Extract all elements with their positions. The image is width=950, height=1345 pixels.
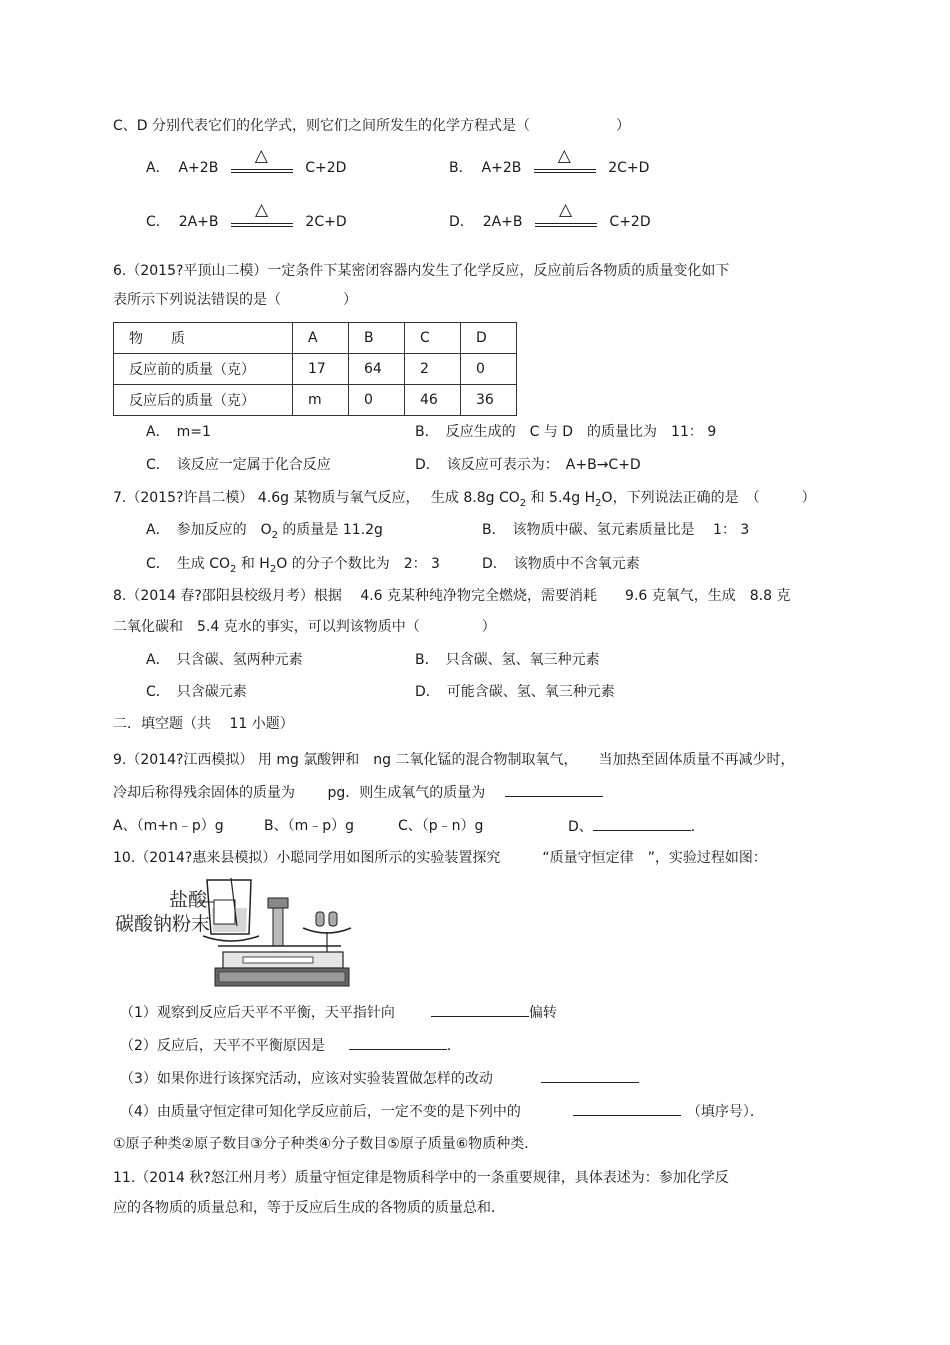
fig-label-na2co3: 碳酸钠粉末 [115,913,211,935]
q9-option-b: B、（m﹣p）g [264,818,355,834]
q9-option-d: D、 ． [568,816,705,837]
table-cell: m [293,385,349,416]
answer-blank[interactable] [573,1101,681,1116]
table-cell: D [461,323,517,354]
reaction-arrow-heat: △ [231,212,293,232]
q6-option-d: D． 该反应可表示为： A+B→C+D [415,457,641,473]
table-cell: 46 [405,385,461,416]
q10-options-list: ①原子种类②原子数目③分子种类④分子数目⑤原子质量⑥物质种类． [113,1136,539,1152]
answer-blank[interactable] [349,1035,447,1050]
q5-option-b: B． A+2B △ 2C+D [449,146,650,176]
q5-option-a: A． A+2B △ C+2D [146,146,347,176]
q5-stem: C、D 分别代表它们的化学式，则它们之间所发生的化学方程式是（ ） [113,118,631,134]
q9-stem-line2: 冷却后称得残余固体的质量为 pg．则生成氧气的质量为 [113,782,603,803]
q6-option-c: C． 该反应一定属于化合反应 [146,457,331,473]
section-heading: 二．填空题（共 11 小题） [113,716,294,732]
q6-stem-line1: 6.（2015?平顶山二模）一定条件下某密闭容器内发生了化学反应，反应前后各物质的质量变化如下 [113,263,730,279]
q10-sub3: （3）如果你进行该探究活动，应该对实验装置做怎样的改动 [120,1068,639,1089]
q8-stem-line1: 8.（2014 春?邵阳县校级月考）根据 4.6 克某种纯净物完全燃烧，需要消耗 9.6 克氧气，生成 8.8 克 [113,588,791,604]
q5-option-c: C． 2A+B △ 2C+D [146,200,347,230]
q10-stem: 10.（2014?惠来县模拟）小聪同学用如图所示的实验装置探究 “质量守恒定律 ”，实验过程如图： [113,850,767,866]
table-row [114,385,517,416]
q9-option-c: C、（p﹣n）g [398,818,484,834]
q11-line2: 应的各物质的质量总和，等于反应后生成的各物质的质量总和． [113,1200,505,1216]
fig-label-hcl: 盐酸 [169,889,208,911]
q10-sub1: （1）观察到反应后天平不平衡，天平指针向 偏转 [120,1002,557,1023]
answer-blank[interactable] [541,1068,639,1083]
q7-option-a: A． 参加反应的 $O_2$ 的质量是 11.2g [146,522,383,541]
table-cell: 36 [461,385,517,416]
table-cell: B [349,323,405,354]
table-cell: 17 [293,354,349,385]
q9-option-a: A、（m+n﹣p）g [113,818,224,834]
q6-option-b: B． 反应生成的 C 与 D 的质量比为 11： 9 [415,424,717,440]
answer-blank[interactable] [505,782,603,797]
table-cell: A [293,323,349,354]
q8-option-c: C． 只含碳元素 [146,684,247,700]
balance-illustration [113,872,353,992]
table-cell: 物 质 [114,323,293,354]
reaction-arrow-heat: △ [534,158,596,178]
mass-table [113,322,517,416]
q6-option-a: A． m=1 [146,424,211,440]
table-cell: 反应前的质量（克） [114,354,293,385]
table-cell: 64 [349,354,405,385]
q5-option-d: D． 2A+B △ C+2D [449,200,651,230]
table-cell: 0 [461,354,517,385]
q9-stem-line1: 9.（2014?江西模拟） 用 mg 氯酸钾和 ng 二氧化锰的混合物制取氧气， 当加热至固体质量不再减少时， [113,752,795,768]
q8-option-d: D． 可能含碳、氢、氧三种元素 [415,684,615,700]
table-header-row [114,323,517,354]
table-cell: 2 [405,354,461,385]
q7-option-d: D． 该物质中不含氧元素 [482,556,640,572]
q6-stem-line2: 表所示下列说法错误的是（ ） [113,292,357,308]
table-row [114,354,517,385]
q7-option-c: C． 生成 $CO_2$ 和 $H_2O$ 的分子个数比为 2： 3 [146,556,440,575]
reaction-arrow-heat: △ [535,212,597,232]
q7-option-b: B． 该物质中碳、氢元素质量比是 1： 3 [482,522,750,538]
q7-stem: 7.（2015?许昌二模） 4.6g 某物质与氧气反应， 生成 8.8g $CO_2$ 和 5.4g $H_2O$，下列说法正确的是 （ ） [113,490,816,509]
table-cell: 反应后的质量（克） [114,385,293,416]
q8-option-b: B． 只含碳、氢、氧三种元素 [415,652,600,668]
balance-experiment-figure [113,872,353,992]
q10-sub4: （4）由质量守恒定律可知化学反应前后，一定不变的是下列中的 （填序号）． [120,1101,764,1122]
reaction-arrow-heat: △ [231,158,293,178]
q8-option-a: A． 只含碳、氢两种元素 [146,652,303,668]
q10-sub2: （2）反应后，天平不平衡原因是 ． [120,1035,461,1056]
q8-stem-line2: 二氧化碳和 5.4 克水的事实，可以判该物质中（ ） [113,619,496,635]
answer-blank[interactable] [593,816,691,831]
q11-line1: 11.（2014 秋?怒江州月考）质量守恒定律是物质科学中的一条重要规律，具体表述为：参加化学反 [113,1170,729,1186]
answer-blank[interactable] [431,1002,529,1017]
table-cell: 0 [349,385,405,416]
table-cell: C [405,323,461,354]
